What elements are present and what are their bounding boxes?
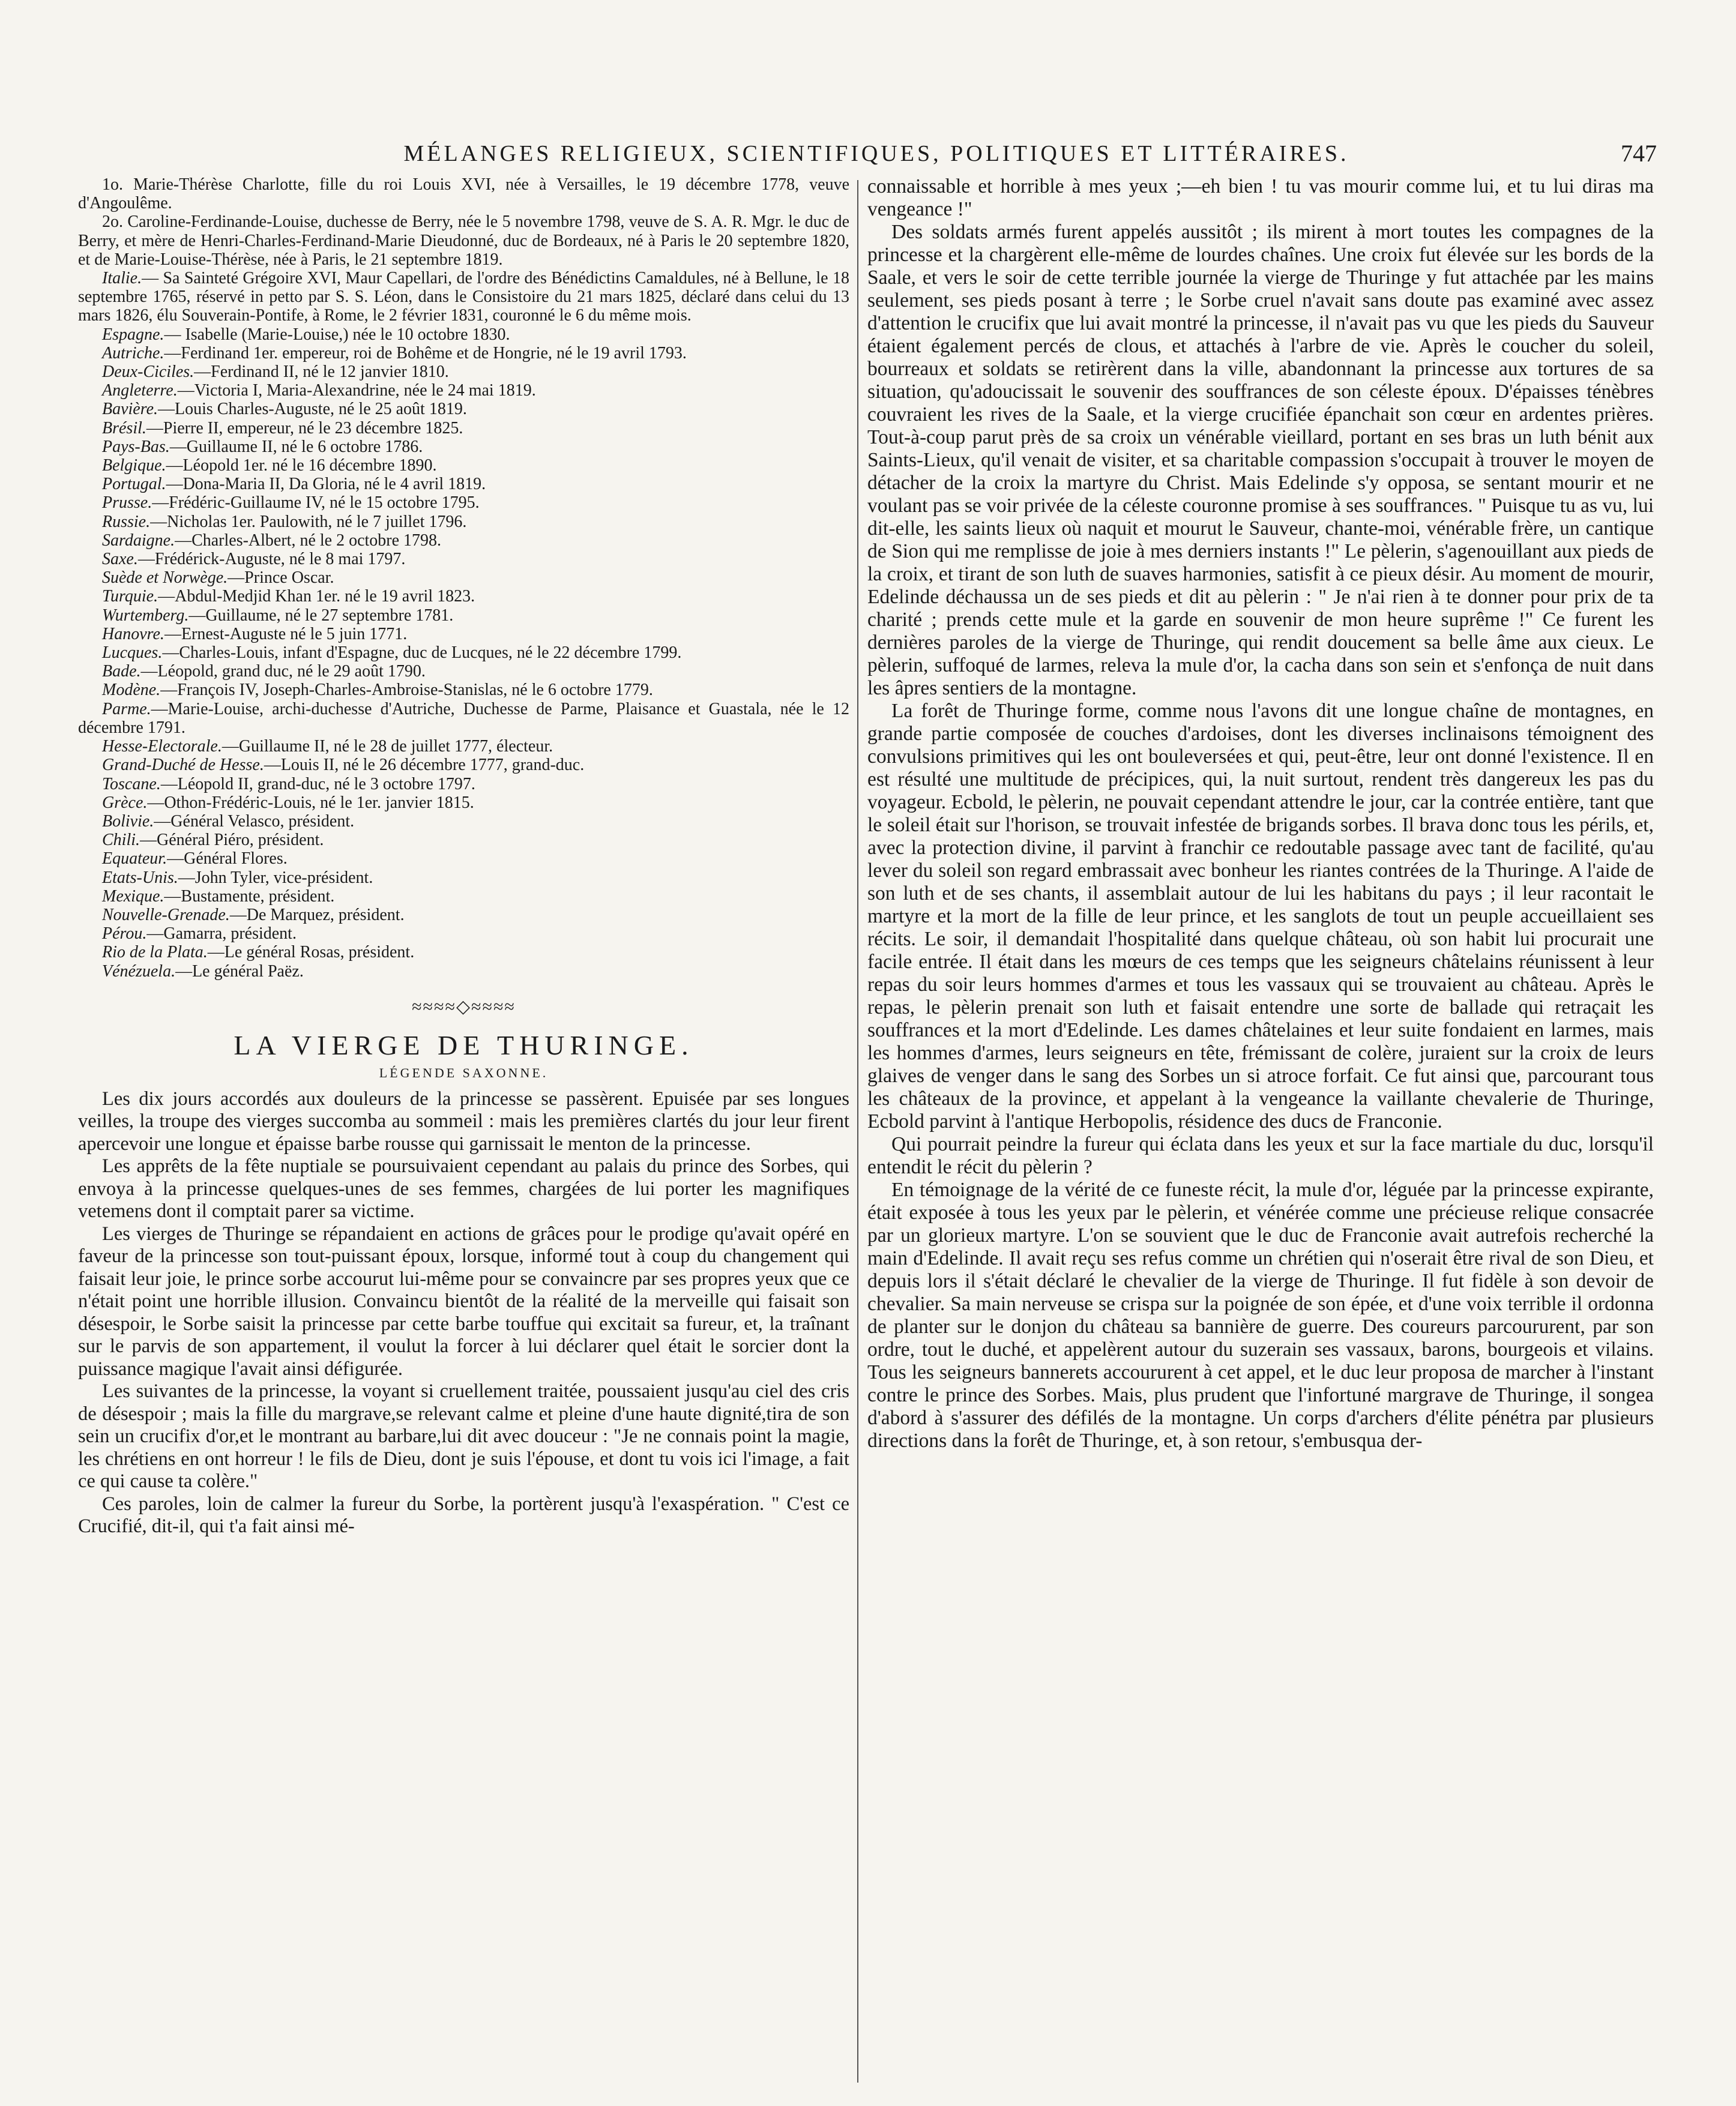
sovereign-country: Toscane. [102, 774, 161, 793]
sovereign-text: —Pierre II, empereur, né le 23 décembre 1825. [146, 418, 463, 438]
sovereign-entry [78, 568, 849, 587]
sovereign-entry [78, 643, 849, 662]
sovereign-text: — Sa Sainteté Grégoire XVI, Maur Capellari, de l'ordre des Bénédictins Camaldules, né à Bellune, le 18 septembre 1765, réservé in petto par S. S. Léon, dans le Consistoire du 21 mars 1825, déclaré dans celui du 13 mars 1826, élu Souverain-Pontife, à Rome, le 2 février 1831, couronné le 6 du même mois. [78, 269, 849, 325]
right-column [867, 175, 1654, 2090]
sovereign-country: Belgique. [102, 456, 166, 475]
sovereign-entry [78, 962, 849, 981]
sovereign-entry [78, 419, 849, 438]
sovereign-entry [78, 400, 849, 418]
sovereign-country: Modène. [102, 681, 161, 700]
sovereign-entry [78, 513, 849, 531]
sovereign-entry [78, 756, 849, 774]
sovereign-entry [78, 943, 849, 961]
sovereign-country: Autriche. [102, 343, 164, 363]
body-paragraph: connaissable et horrible à mes yeux ;—eh bien ! tu vas mourir comme lui, et tu lui diras ma vengeance !" [867, 175, 1654, 220]
sovereign-country: Nouvelle-Grenade. [102, 905, 230, 924]
sovereign-text: —Le général Rosas, président. [207, 943, 415, 962]
sovereign-entry [78, 606, 849, 625]
sovereign-country: Rio de la Plata. [102, 943, 208, 962]
sovereign-text: —Frédéric-Guillaume IV, né le 15 octobre 1795. [152, 493, 480, 513]
sovereign-text: —Ferdinand II, né le 12 janvier 1810. [194, 363, 449, 382]
sovereign-country: Prusse. [102, 493, 152, 513]
sovereign-entry [78, 325, 849, 344]
sovereign-text: —Ernest-Auguste né le 5 juin 1771. [164, 624, 408, 643]
sovereign-entry [78, 681, 849, 699]
sovereign-text: —Othon-Frédéric-Louis, né le 1er. janvier 1815. [147, 793, 474, 812]
legend-text [78, 1088, 849, 1538]
sovereign-entry [78, 438, 849, 456]
sovereign-entry [78, 700, 849, 737]
legend-paragraph: Les vierges de Thuringe se répandaient en actions de grâces pour le prodige qu'avait opéré en faveur de la princesse son tout-puissant époux, lorsque, informé tout à coup du changement qui faisait leur joie, le prince sorbe accourut lui-même pour se convaincre par ses propres yeux que ce n'était point une horrible illusion. Convaincu bientôt de la réalité de la merveille qui faisait son désespoir, le Sorbe saisit la princesse par cette barbe touffue qui excitait sa fureur, et, la traînant sur le parvis de son appartement, il voulut la forcer à lui déclarer quel était le sorcier dont la puissance magique l'avait ainsi défigurée. [78, 1223, 849, 1380]
sovereign-entry [78, 587, 849, 606]
sovereign-entry [78, 363, 849, 381]
sovereign-country: Espagne. [102, 325, 164, 344]
sovereign-entry [78, 625, 849, 643]
sovereign-country: Bade. [102, 662, 141, 681]
right-column-text [867, 175, 1654, 1452]
sovereign-entry [78, 493, 849, 512]
sovereign-country: Portugal. [102, 475, 166, 494]
sovereign-entry [78, 531, 849, 550]
sovereign-country: Deux-Ciciles. [102, 363, 194, 382]
sovereign-text: —Dona-Maria II, Da Gloria, né le 4 avril 1819. [166, 475, 486, 494]
legend-paragraph: Ces paroles, loin de calmer la fureur du Sorbe, la portèrent jusqu'à l'exaspération. " C'est ce Crucifié, dit-il, qui t'a fait ainsi mé- [78, 1493, 849, 1538]
sovereign-text: —Bustamente, président. [164, 886, 335, 906]
sovereign-entry [78, 849, 849, 868]
sovereign-entry [78, 868, 849, 887]
sovereign-text: — Isabelle (Marie-Louise,) née le 10 octobre 1830. [164, 325, 510, 344]
sovereign-country: Russie. [102, 512, 151, 531]
sovereign-text: —François IV, Joseph-Charles-Ambroise-Stanislas, né le 6 octobre 1779. [160, 681, 653, 700]
sovereign-text: 1o. Marie-Thérèse Charlotte, fille du roi Louis XVI, née à Versailles, le 19 décembre 1778, veuve d'Angoulême. [78, 175, 849, 213]
sovereign-text: —Prince Oscar. [228, 568, 334, 588]
sovereign-country: Suède et Norwège. [102, 568, 228, 588]
sovereign-text: —De Marquez, président. [229, 905, 405, 924]
sovereign-country: Bavière. [102, 400, 158, 419]
ornament-divider: ≈≈≈≈◇≈≈≈≈ [412, 996, 516, 1017]
sovereign-text: —Général Flores. [167, 849, 288, 868]
running-title: MÉLANGES RELIGIEUX, SCIENTIFIQUES, POLITIQUES ET LITTÉRAIRES. [403, 141, 1349, 166]
sovereign-country: Mexique. [102, 886, 164, 906]
sovereign-country: Italie. [102, 269, 142, 288]
sovereign-text: —Louis Charles-Auguste, né le 25 août 1819. [158, 400, 467, 419]
sovereign-entry [78, 381, 849, 400]
sovereign-entry [78, 887, 849, 906]
sovereign-country: Brésil. [102, 418, 146, 438]
sovereign-country: Grand-Duché de Hesse. [102, 756, 264, 775]
sovereign-entry [78, 662, 849, 681]
body-paragraph: En témoignage de la vérité de ce funeste récit, la mule d'or, léguée par la princesse expirante, était exposée à tous les yeux par le pèlerin, et vénérée comme une précieuse relique consacrée par un glorieux martyre. L'on se souvient que le duc de Franconie avait autrefois recherché la main d'Edelinde. Il avait reçu ses refus comme un chrétien qui n'oserait être rival de son Dieu, et depuis lors il s'était déclaré le chevalier de la vierge de Thuringe. Il fut fidèle à son devoir de chevalier. Sa main nerveuse se crispa sur la poignée de son épée, et d'une voix terrible il ordonna de planter sur le donjon du château sa bannière de guerre. Des coureurs parcoururent, par son ordre, tout le duché, et appelèrent autour du suzerain ses vassaux, barons, bourgeois et vilains. Tous les seigneurs bannerets accoururent à cet appel, et le duc leur proposa de marcher à l'instant contre le prince des Sorbes. Mais, plus prudent que l'infortuné margrave de Thuringe, il songea d'abord à s'assurer des défilés de la montagne. Un corps d'archers d'élite pénétra par plusieurs directions dans la forêt de Thuringe, et, à son retour, s'embusqua der- [867, 1179, 1654, 1452]
sovereign-text: —Le général Paëz. [175, 961, 304, 981]
sovereign-entry [78, 812, 849, 831]
sovereign-text: —Louis II, né le 26 décembre 1777, grand-duc. [264, 756, 585, 775]
sovereign-text: —Charles-Albert, né le 2 octobre 1798. [175, 531, 442, 550]
sovereign-text: —Léopold, grand duc, né le 29 août 1790. [140, 662, 426, 681]
sovereign-list [78, 175, 849, 981]
sovereign-text: —Général Velasco, président. [154, 811, 355, 831]
sovereign-country: Sardaigne. [102, 531, 175, 550]
sovereign-country: Grèce. [102, 793, 148, 812]
sovereign-text: —Léopold II, grand-duc, né le 3 octobre 1797. [160, 774, 475, 793]
sovereign-text: —Léopold 1er. né le 16 décembre 1890. [166, 456, 437, 475]
sovereign-country: Saxe. [102, 550, 138, 569]
sovereign-entry [78, 775, 849, 793]
sovereign-country: Vénézuela. [102, 961, 176, 981]
sovereign-text: —Charles-Louis, infant d'Espagne, duc de Lucques, né le 22 décembre 1799. [162, 643, 682, 663]
sovereign-text: —John Tyler, vice-président. [178, 868, 373, 887]
sovereign-text: —Général Piéro, président. [140, 831, 324, 850]
body-paragraph: Des soldats armés furent appelés aussitôt ; ils mirent à mort toutes les compagnes de la princesse et la chargèrent elle-même de lourdes chaînes. Une croix fut élevée sur les bords de la Saale, et vers le soir de cette terrible journée la vierge de Thuringe y fut attachée par les mains seulement, ses pieds posant à terre ; le Sorbe cruel n'avait sans doute pas examiné avec assez d'attention le crucifix que lui avait montré la princesse, il n'avait pas vu que les pieds du Sauveur étaient également percés de clous, et attachés à l'arbre de vie. Après le coucher du soleil, bourreaux et soldats se retirèrent dans la ville, abandonnant la princesse aux tortures de sa situation, qu'adoucissait le souvenir des souffrances de son céleste époux. D'épaisses ténèbres couvraient les rives de la Saale, et la vierge crucifiée épanchait son cœur en ardentes prières. Tout-à-coup parut près de sa croix un vénérable vieillard, portant en ses bras un luth bénit aux Saints-Lieux, qu'il venait de visiter, et sa charitable compassion s'occupait à trouver le moyen de détacher de la croix la martyre du Christ. Mais Edelinde s'y opposa, se sentant mourir et ne voulant pas se voir privée de la céleste couronne promise à ses souffrances. " Puisque tu as vu, lui dit-elle, les saints lieux où naquit et mourut le Sauveur, chante-moi, vénérable frère, un cantique de Sion qui me remplisse de joie à mes derniers instants !" Le pèlerin, s'agenouillant aux pieds de la croix, et tirant de son luth de suaves harmonies, satisfit à ce pieux désir. Au moment de mourir, Edelinde déchaussa un de ses pieds et dit au pèlerin : " Je n'ai rien à te donner pour prix de ta charité ; prends cette mule et la garde en souvenir de mon heure suprême !" Ce furent les dernières paroles de la vierge de Thuringe, qui rendit doucement sa belle âme aux cieux. Le pèlerin, suffoqué de larmes, releva la mule d'or, la cacha dans son sein et s'enfonça de nuit dans les âpres sentiers de la montagne. [867, 221, 1654, 699]
sovereign-text: —Frédérick-Auguste, né le 8 mai 1797. [137, 550, 406, 569]
sovereign-entry [78, 737, 849, 756]
sovereign-entry [78, 793, 849, 812]
sovereign-country: Turquie. [102, 587, 158, 606]
column-divider [857, 180, 858, 2083]
sovereign-country: Bolivie. [102, 811, 154, 831]
sovereign-text: —Ferdinand 1er. empereur, roi de Bohême et de Hongrie, né le 19 avril 1793. [164, 343, 687, 363]
sovereign-entry [78, 550, 849, 568]
left-column [78, 175, 849, 2090]
sovereign-entry [78, 831, 849, 849]
sovereign-entry [78, 475, 849, 493]
sovereign-country: Parme. [102, 699, 151, 718]
sovereign-entry [78, 175, 849, 212]
legend-paragraph: Les suivantes de la princesse, la voyant si cruellement traitée, poussaient jusqu'au ciel des cris de désespoir ; mais la fille du margrave,se relevant calme et pleine d'une haute dignité,tira de son sein un crucifix d'or,et le montrant au barbare,lui dit avec douceur : "Je ne connais point la magie, les chrétiens en ont horreur ! le fils de Dieu, dont je suis l'épouse, et dont tu vois ici l'image, a fait ce qui cause ta colère." [78, 1380, 849, 1493]
sovereign-entry [78, 344, 849, 363]
sovereign-country: Chili. [102, 831, 140, 850]
body-paragraph: La forêt de Thuringe forme, comme nous l'avons dit une longue chaîne de montagnes, en grande partie composée de couches d'ardoises, dont les diverses inclinaisons témoignent des convulsions primitives qui les ont bouleversées et qui, peut-être, leur ont donné l'existence. Il en est résulté une multitude de précipices, qui, la nuit surtout, rendent très dangereux les pas du voyageur. Ecbold, le pèlerin, ne pouvait cependant attendre le jour, car la contrée entière, tant que le soleil était sur l'horison, se trouvait infestée de brigands sorbes. Il brava donc tous les périls, et, avec la protection divine, il parvint à franchir ce redoutable passage avec tant de facilité, qu'au lever du soleil son regard embrassait avec bonheur les riantes contrées de la Thuringe. A l'aide de son luth et de ses chants, il assemblait autour de lui les habitans du pays ; il leur racontait le martyre et la mort de la fille de leur prince, et les sanglots de tout un peuple accueillaient ses récits. Le soir, il demandait l'hospitalité dans quelque château, où son habit lui procurait une facile entrée. Il était dans les mœurs de ces temps que les seigneurs châtelains réunissent à leur repas du soir leurs hommes d'armes et tous les vassaux qui se trouvaient au château. Après le repas, le pèlerin prenait son luth et faisait entendre une sorte de ballade qui retraçait les souffrances et la mort d'Edelinde. Les dames châtelaines et leur suite fondaient en larmes, mais les hommes d'armes, leurs seigneurs en tête, frémissant de colère, juraient sur la croix de leurs glaives de venger dans le sang des Sorbes un si atroce forfait. Ce fut ainsi que, parcourant tous les châteaux de la province, et appelant à la vengeance la vaillante chevalerie de Thuringe, Ecbold parvint à l'antique Herbopolis, résidence des ducs de Franconie. [867, 700, 1654, 1133]
sovereign-country: Pérou. [102, 924, 147, 943]
sovereign-entry [78, 212, 849, 269]
sovereign-text: —Marie-Louise, archi-duchesse d'Autriche, Duchesse de Parme, Plaisance et Guastala, née le 12 décembre 1791. [78, 699, 849, 737]
article-title: LA VIERGE DE THURINGE. [234, 1029, 694, 1061]
legend-paragraph: Les dix jours accordés aux douleurs de la princesse se passèrent. Epuisée par ses longues veilles, la troupe des vierges succomba au sommeil : mais les premières clartés du jour leur firent apercevoir une longue et épaisse barbe rousse qui garnissait le menton de la princesse. [78, 1088, 849, 1155]
sovereign-entry [78, 906, 849, 924]
sovereign-country: Hanovre. [102, 624, 164, 643]
sovereign-text: —Guillaume II, né le 28 de juillet 1777, électeur. [222, 737, 553, 756]
sovereign-entry [78, 269, 849, 325]
sovereign-entry [78, 924, 849, 943]
sovereign-country: Wurtemberg. [102, 606, 189, 625]
page-number: 747 [1621, 140, 1657, 167]
sovereign-country: Pays-Bas. [102, 437, 170, 456]
body-paragraph: Qui pourrait peindre la fureur qui éclata dans les yeux et sur la face martiale du duc, lorsqu'il entendit le récit du pèlerin ? [867, 1133, 1654, 1178]
sovereign-text: —Guillaume, né le 27 septembre 1781. [188, 606, 454, 625]
sovereign-text: —Gamarra, président. [146, 924, 297, 943]
legend-paragraph: Les apprêts de la fête nuptiale se poursuivaient cependant au palais du prince des Sorbes, qui envoya à la princesse quelques-unes de ses femmes, chargées de lui porter les magnifiques vetemens dont il comptait parer sa victime. [78, 1155, 849, 1223]
sovereign-country: Equateur. [102, 849, 167, 868]
sovereign-text: —Guillaume II, né le 6 octobre 1786. [169, 437, 423, 456]
sovereign-text: —Abdul-Medjid Khan 1er. né le 19 avril 1823. [158, 587, 475, 606]
sovereign-text: 2o. Caroline-Ferdinande-Louise, duchesse de Berry, née le 5 novembre 1798, veuve de S. A. R. Mgr. le duc de Berry, et mère de Henri-Charles-Ferdinand-Marie Dieudonné, duc de Bordeaux, né à Paris le 20 septembre 1820, et de Marie-Louise-Thérèse, née à Paris, le 21 septembre 1819. [78, 212, 849, 269]
sovereign-country: Etats-Unis. [102, 868, 178, 887]
sovereign-country: Angleterre. [102, 381, 178, 400]
article-subtitle: LÉGENDE SAXONNE. [379, 1065, 549, 1080]
sovereign-entry [78, 456, 849, 475]
sovereign-text: —Nicholas 1er. Paulowith, né le 7 juillet 1796. [150, 512, 467, 531]
sovereign-country: Lucques. [102, 643, 163, 663]
sovereign-country: Hesse-Electorale. [102, 737, 222, 756]
sovereign-text: —Victoria I, Maria-Alexandrine, née le 24 mai 1819. [177, 381, 536, 400]
page-header [78, 137, 1675, 170]
